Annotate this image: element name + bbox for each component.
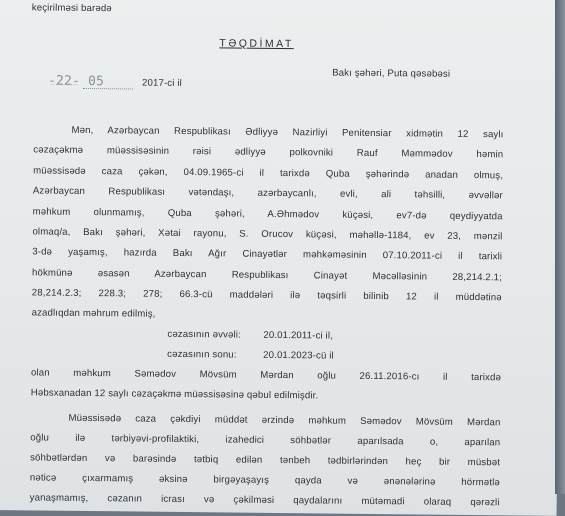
sentence-start-value: 20.01.2011-ci il, [263, 329, 334, 342]
document-subject: keçirilməsi barədə [31, 2, 112, 15]
sentence-start-label: cəzasının əvvəli: [167, 328, 241, 341]
paragraph-1-line: cəzaçəkmə müəssisəsinin rəisi ədliyyə polkovniki Rauf Məmmədov həmin [33, 144, 504, 161]
paragraph-1-line: olmaq/a, Bakı şəhəri, Xətai rayonu, S. Orucov küçəsi, məhəllə-1184, ev 23, mənzil [32, 226, 503, 243]
paragraph-3-line: yanaşmamış, cəzanın icrası və çəkilməsi qaydalarını mütəmadi olaraq qərəzli [29, 492, 500, 509]
paragraph-1-line: azadlıqdan məhrum edilmiş, [31, 307, 156, 320]
date-day: -22- [47, 73, 81, 89]
paragraph-1-line: Mən, Azərbaycan Respublikası Ədliyyə Nazirliyi Penitensiar xidmətin 12 saylı [71, 124, 504, 141]
paragraph-1-line: 28,214.2.3; 228.3; 278; 66.3-cü maddələri ilə təqsirli bilinib 12 il müddətinə [31, 287, 502, 304]
paragraph-1-line: məhkum olunmamış, Quba şəhəri, A.Əhmədov küçəsi, ev7-də qeydiyyatda [32, 206, 503, 223]
paragraph-1-line: 3-də yaşamış, hazırda Bakı Ağır Cinayətlər məhkəməsinin 07.10.2011-ci il tarixli [32, 246, 503, 263]
scan-edge-shadow [555, 0, 565, 494]
paragraph-3-line: Müəssisədə caza çəkdiyi müddət ərzində məhkum Səmədov Mövsüm Mərdan [68, 412, 501, 429]
paragraph-2-line: olan məhkum Səmədov Mövsüm Mərdan oğlu 26.11.2016-cı il tarixdə [30, 367, 502, 384]
paragraph-3-line: söhbətlərdən və barəsində tətbiq edilən tənbeh tədbirlərindən heç bir müsbət [30, 452, 501, 469]
document-place: Bakı şəhəri, Puta qəsəbəsi [332, 67, 451, 80]
paragraph-1-line: müəssisədə caza çəkən, 04.09.1965-ci il tarixdə Quba şəhərində anadan olmuş, [33, 165, 504, 182]
date-month: 05 [87, 73, 105, 90]
paragraph-3-line: nəticə çıxarmamış əksinə birgəyaşayış qayda və ənənələrinə hörmətlə [29, 472, 500, 489]
paragraph-3-line: oğlu ilə tərbiyəvi-profilaktiki, izahedici söhbətlər aparılsada o, aparılan [30, 432, 501, 449]
paragraph-1-line: hökmünə əsasən Azərbaycan Respublikası Cinayət Məcəlləsinin 28,214.2.1; [31, 267, 503, 284]
document-title: TƏQDİMAT [219, 37, 294, 51]
date-underline [83, 88, 133, 90]
handwritten-date-stroke [49, 70, 79, 88]
sentence-end-value: 20.01.2023-cü il [263, 349, 334, 362]
date-year: 2017-ci il [141, 77, 182, 89]
sentence-end-label: cəzasının sonu: [167, 348, 237, 361]
paragraph-1-line: Azərbaycan Respublikası vətəndaşı, azərbaycanlı, evli, ali təhsilli, əvvəllər [32, 185, 503, 202]
paragraph-2-line: Həbsxanadan 12 saylı cəzaçəkmə müəssisəsinə qəbul edilmişdir. [30, 387, 319, 402]
